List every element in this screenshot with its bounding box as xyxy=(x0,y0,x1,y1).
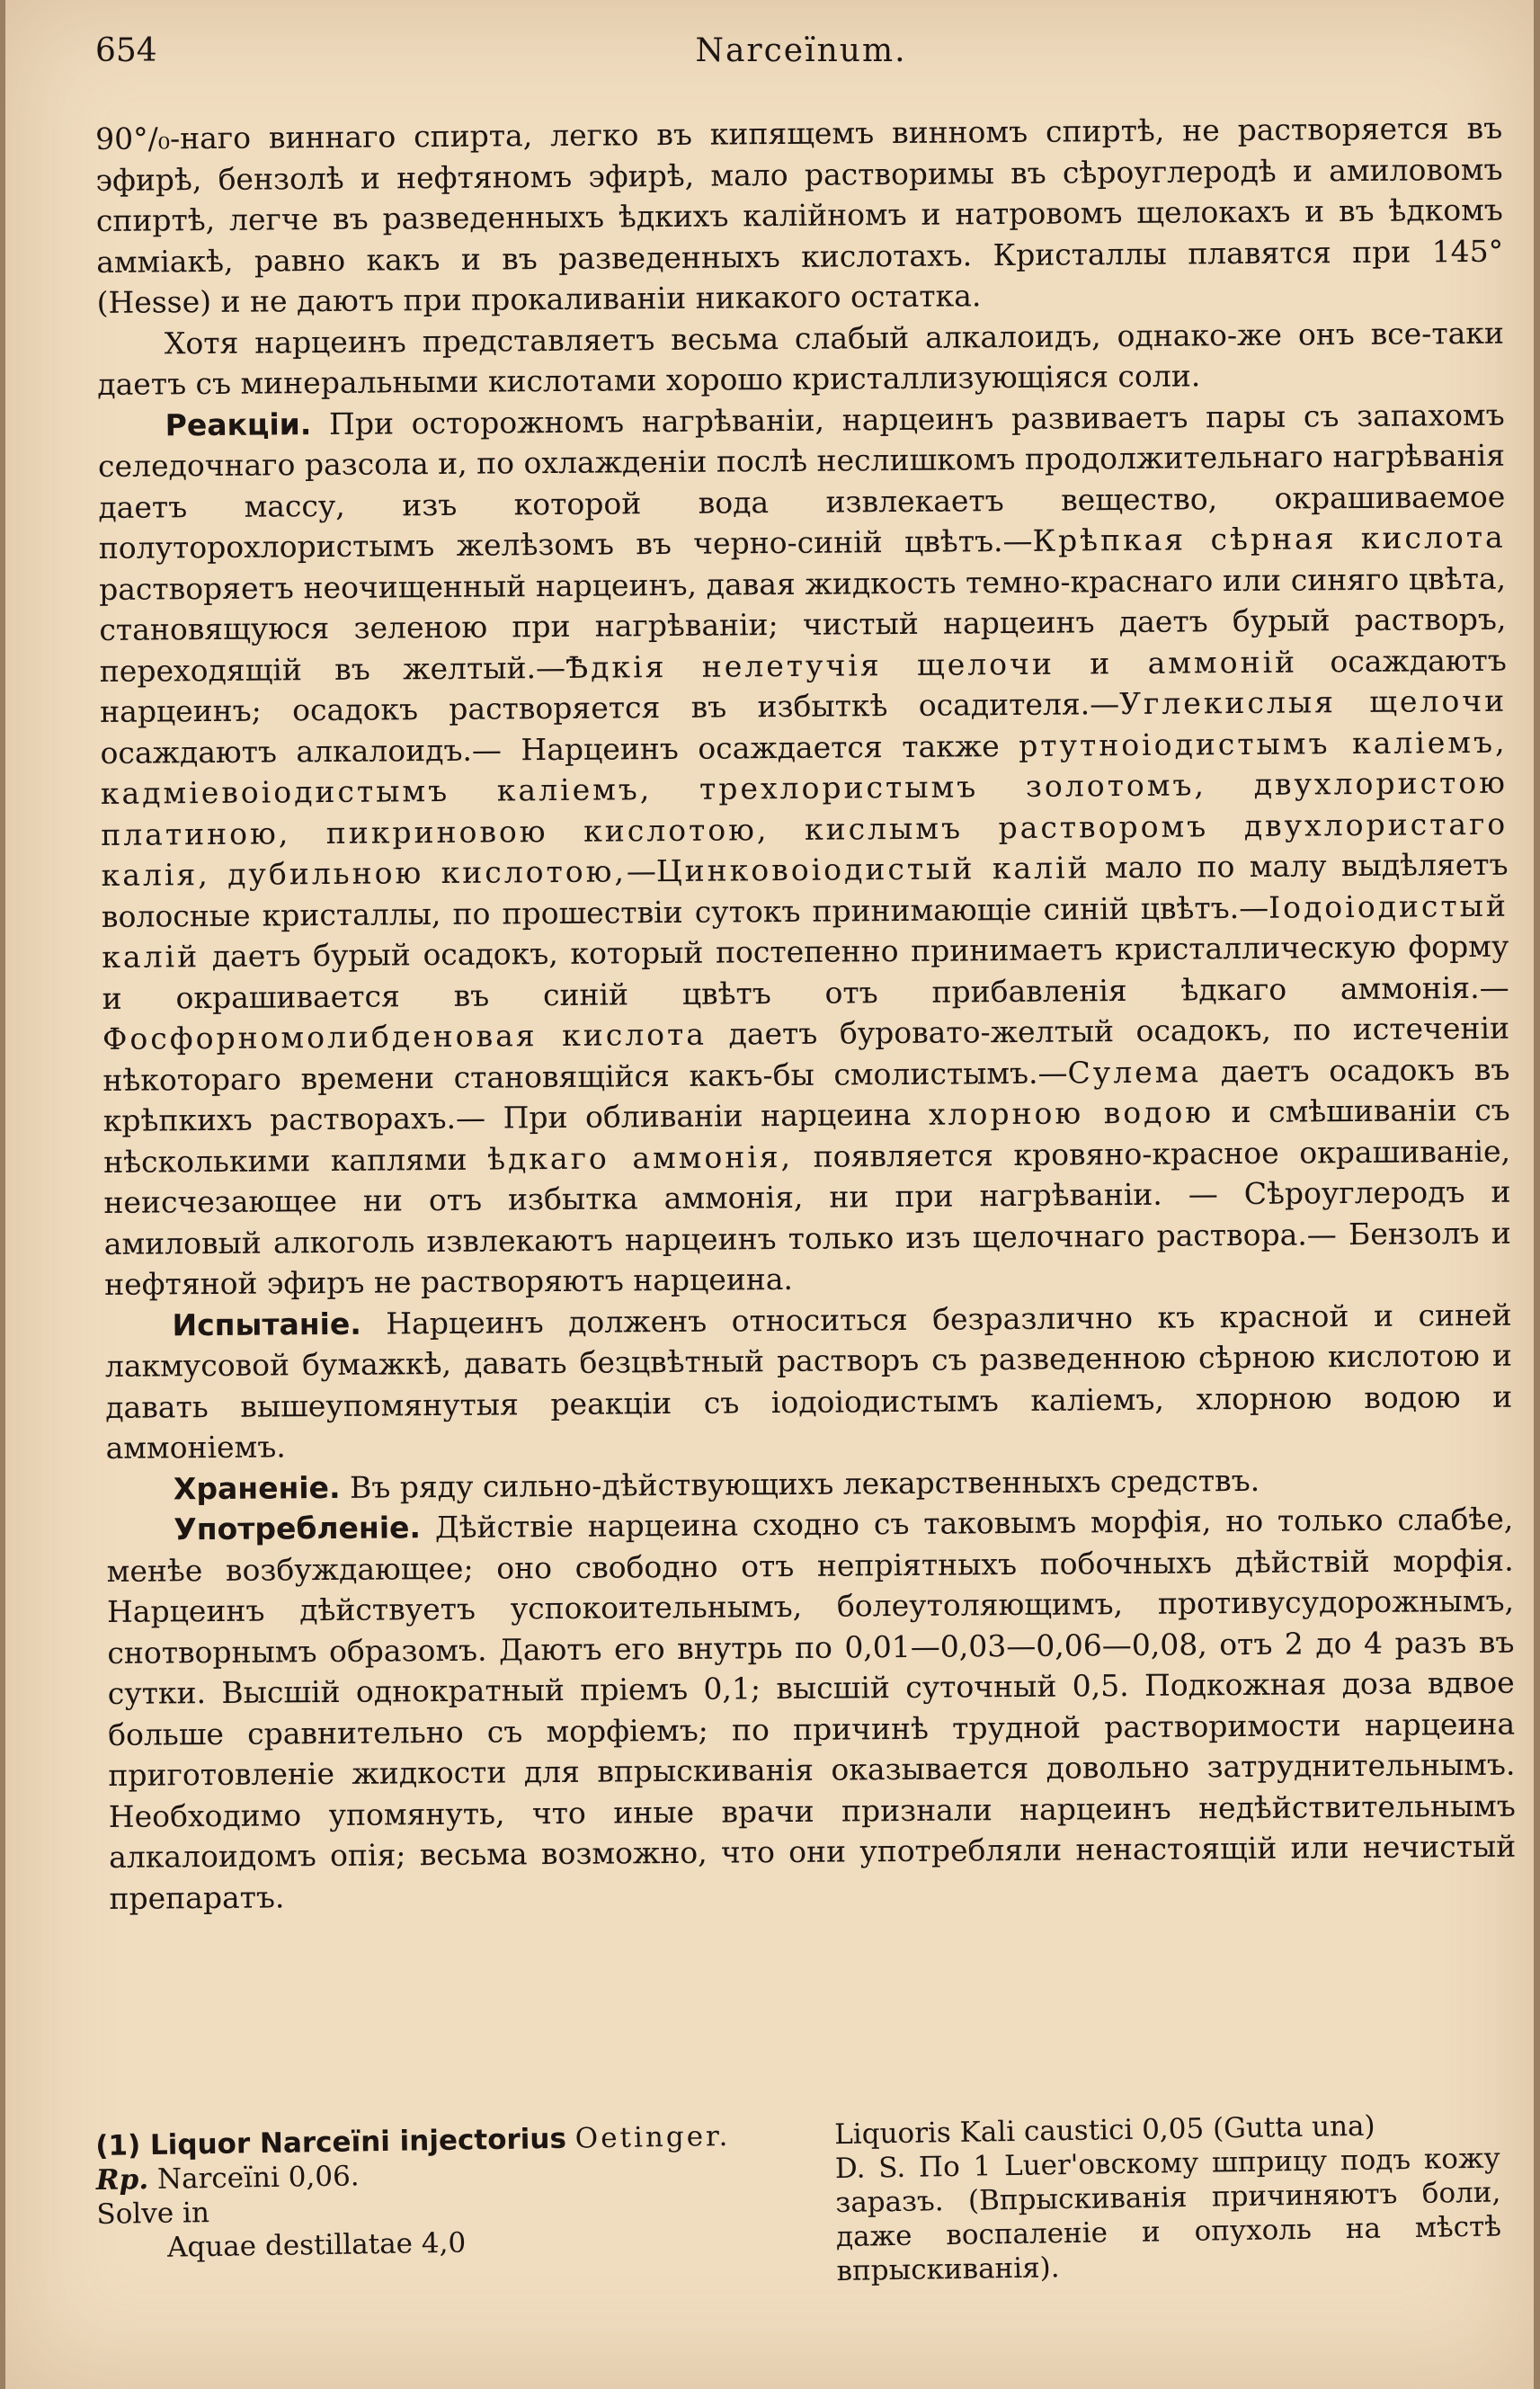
usage-heading: Употребленіе. xyxy=(174,1510,422,1547)
text-run: даетъ осадокъ въ крѣпкихъ растворахъ.— При обливаніи нарцеина xyxy=(102,1051,1510,1138)
storage-heading: Храненіе. xyxy=(173,1469,341,1506)
text-run: даетъ буровато-желтый осадокъ, по истеченіи нѣкотораго времени становящійся какъ-бы смолистымъ.— xyxy=(102,1010,1510,1098)
testing-heading: Испытаніе. xyxy=(172,1306,361,1342)
reagent-name: Сулема xyxy=(1067,1053,1202,1091)
paragraph-solubility: 90°/₀-наго виннаго спирта, легко въ кипящемъ винномъ спиртѣ, не растворяется въ эфирѣ, бензолѣ и нефтяномъ эфирѣ, мало растворимы въ сѣроуглеродѣ и амиловомъ спиртѣ, легче въ разведенныхъ ѣдкихъ калійномъ и натровомъ щелокахъ и въ ѣдкомъ амміакѣ, равно какъ и въ разведенныхъ кислотахъ. Кристаллы плавятся при 145° (Hesse) и не даютъ при прокаливаніи никакого остатка. xyxy=(95,110,1504,320)
footnote-title: (1) Liquor Narceïni injectorius xyxy=(95,2122,567,2162)
reagent-name: Углекислыя щелочи xyxy=(1119,682,1508,722)
text-run: осаждаютъ нарцеинъ; осадокъ растворяется въ избыткѣ осадителя.— xyxy=(100,642,1507,729)
reagent-name: Крѣпкая сѣрная кислота xyxy=(1032,519,1506,558)
text-run: растворяетъ неочищенный нарцеинъ, давая жидкость темно-краснаго или синяго цвѣта, становящуюся зеленою при нагрѣваніи; чистый нарцеинъ даетъ бурый растворъ, переходящій въ желтый.— xyxy=(98,560,1507,689)
page-header xyxy=(95,32,1507,86)
reagent-name: ртутноіодистымъ каліемъ, кадміевоіодистымъ каліемъ, трехлористымъ золотомъ, двухлористою платиною, пикриновою кислотою, кислымъ растворомъ двухлористаго калія, дубильною кислотою, xyxy=(100,724,1509,893)
paragraph-usage xyxy=(106,1499,1517,1919)
recipe-signa: D. S. По 1 Luer'овскому шприцу подъ кожу заразъ. (Впрыскиванія причиняютъ боли, даже воспаленіе и опухоль на мѣстѣ впрыскиванія). xyxy=(834,2142,1502,2288)
recipe-line: Aquae destillatae 4,0 xyxy=(166,2226,467,2264)
paragraph-alkaloid: Хотя нарцеинъ представляетъ весьма слабый алкалоидъ, однако-же онъ все-таки даетъ съ минеральными кислотами хорошо кристаллизующіяся соли. xyxy=(97,315,1505,402)
text-run: даетъ бурый осадокъ, который постепенно принимаетъ кристаллическую форму и окрашивается въ синій цвѣтъ отъ прибавленія ѣдкаго аммонія.— xyxy=(102,928,1509,1016)
running-title: Narceïnum. xyxy=(695,32,907,69)
reagent-name: Іодоіодистый калій xyxy=(102,887,1509,975)
page-number: 654 xyxy=(95,32,157,69)
reagent-name: хлорною водою xyxy=(928,1094,1215,1132)
recipe-ingredient: Narceïni 0,06. xyxy=(156,2160,360,2196)
reactions-heading: Реакціи. xyxy=(165,406,312,442)
footnote-right-column xyxy=(834,2107,1502,2288)
book-page xyxy=(5,0,1534,2389)
paragraph-testing xyxy=(104,1294,1512,1468)
reagent-name: Цинковоіодистый калій xyxy=(655,850,1090,889)
recipe-line: Liquoris Kali caustici 0,05 (Gutta una) xyxy=(833,2109,1375,2152)
reagent-name: ѣдкаго аммонія, xyxy=(486,1138,794,1177)
footnote-recipe xyxy=(95,2107,1505,2336)
paragraph-reactions xyxy=(98,394,1512,1305)
rp-mark: Rp. xyxy=(95,2163,149,2197)
footnote-left-column xyxy=(95,2118,780,2266)
recipe-line: Solve in xyxy=(96,2197,210,2231)
text-run: Нарцеинъ долженъ относиться безразлично къ красной и синей лакмусовой бумажкѣ, давать безцвѣтный растворъ съ разведенною сѣрною кислотою и давать вышеупомянутыя реакціи съ іодоіодистымъ каліемъ, хлорною водою и аммоніемъ. xyxy=(104,1297,1513,1466)
main-text xyxy=(95,108,1517,1919)
text-run: Дѣйствіе нарцеина сходно съ таковымъ морфія, но только слабѣе, менѣе возбуждающее; оно свободно отъ непріятныхъ побочныхъ дѣйствій морфія. Нарцеинъ дѣйствуетъ успокоительнымъ, болеутоляющимъ, противусудорожнымъ, снотворнымъ образомъ. Даютъ его внутрь по 0,01—0,03—0,06—0,08, отъ 2 до 4 разъ въ сутки. Высшій однократный пріемъ 0,1; высшій суточный 0,5. Подкожная доза вдвое больше сравнительно съ морфіемъ; по причинѣ трудной растворимости нарцеина приготовленіе жидкости для впрыскиванія оказывается довольно затруднительнымъ. Необходимо упомянуть, что иные врачи признали нарцеинъ недѣйствительнымъ алкалоидомъ опія; весьма возможно, что они употребляли ненастоящій или нечистый препаратъ. xyxy=(106,1501,1517,1916)
reagent-name: Ѣдкія нелетучія щелочи и аммоній xyxy=(565,644,1298,685)
text-run: Въ ряду сильно-дѣйствующихъ лекарственныхъ средствъ. xyxy=(340,1462,1260,1505)
reagent-name: Фосфорномолибденовая кислота xyxy=(102,1016,708,1056)
text-run: мало по малу выдѣляетъ волосные кристаллы, по прошествіи сутокъ принимающіе синій цвѣтъ.— xyxy=(101,846,1509,934)
text-run: появляется кровяно-красное окрашиваніе, неисчезающее ни отъ избытка аммонія, ни при нагрѣваніи. — Сѣроуглеродъ и амиловый алкоголь извлекаютъ нарцеинъ только изъ щелочнаго раствора.— Бензолъ и нефтяной эфиръ не растворяютъ нарцеина. xyxy=(103,1133,1511,1302)
footnote-author: Oetinger. xyxy=(574,2119,731,2155)
text-run: — xyxy=(626,853,657,889)
text-run: При осторожномъ нагрѣваніи, нарцеинъ развиваетъ пары съ запахомъ селедочнаго разсола и, по охлажденіи послѣ неслишкомъ продолжительнаго нагрѣванія даетъ массу, изъ которой вода извлекаетъ вещество, окрашиваемое полуторохлористымъ желѣзомъ въ черно-синій цвѣтъ.— xyxy=(97,397,1506,566)
text-run: осаждаютъ алкалоидъ.— Нарцеинъ осаждается также xyxy=(100,727,1019,771)
text-run: и смѣшиваніи съ нѣсколькими каплями xyxy=(102,1092,1510,1180)
